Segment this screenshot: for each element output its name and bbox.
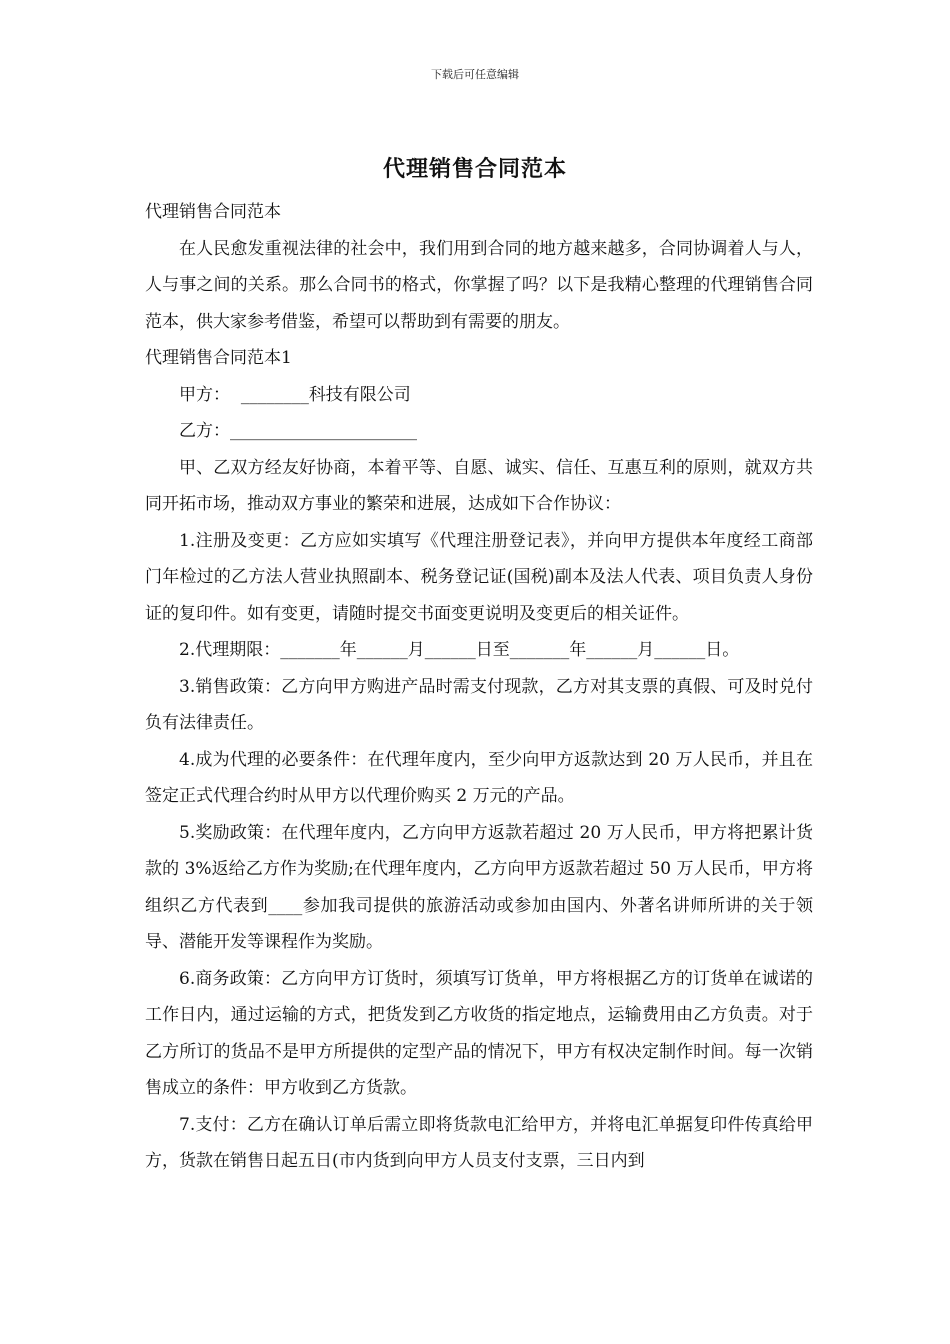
- party-b-label: 乙方：: [179, 421, 230, 441]
- clause-3: 3.销售政策：乙方向甲方购进产品时需支付现款，乙方对其支票的真假、可及时兑付负有法律责任。: [145, 676, 813, 733]
- party-a-name: 科技有限公司: [308, 384, 411, 405]
- clause-7: 7.支付：乙方在确认订单后需立即将货款电汇给甲方，并将电汇单据复印件传真给甲方，货款在销售日起五日(市内货到向甲方人员支付支票，三日内到: [145, 1114, 813, 1171]
- header-note: 下载后可任意编辑: [431, 68, 519, 81]
- party-a-line: [145, 377, 813, 414]
- preamble-paragraph: 甲、乙双方经友好协商，本着平等、自愿、诚实、信任、互惠互利的原则，就双方共同开拓市场，推动双方事业的繁荣和进展，达成如下合作协议：: [145, 457, 813, 514]
- party-b-blank: ______________________: [230, 421, 417, 441]
- party-a-label: 甲方：: [179, 384, 230, 405]
- section-heading: 代理销售合同范本1: [145, 348, 292, 368]
- clause-1: 1.注册及变更：乙方应如实填写《代理注册登记表》，并向甲方提供本年度经工商部门年检过的乙方法人营业执照副本、税务登记证(国税)副本及法人代表、项目负责人身份证的复印件。如有变更，请随时提交书面变更说明及变更后的相关证件。: [145, 530, 813, 624]
- document-body: [145, 194, 813, 1180]
- party-b-line: [145, 413, 813, 450]
- document-title: 代理销售合同范本: [382, 156, 567, 182]
- clause-6: 6.商务政策：乙方向甲方订货时，须填写订货单，甲方将根据乙方的订货单在诚诺的工作日内，通过运输的方式，把货发到乙方收货的指定地点，运输费用由乙方负责。对于乙方所订的货品不是甲方所提供的定型产品的情况下，甲方有权决定制作时间。每一次销售成立的条件：甲方收到乙方货款。: [145, 968, 813, 1098]
- intro-paragraph: 在人民愈发重视法律的社会中，我们用到合同的地方越来越多，合同协调着人与人，人与事之间的关系。那么合同书的格式，你掌握了吗？以下是我精心整理的代理销售合同范本，供大家参考借鉴，希望可以帮助到有需要的朋友。: [145, 238, 813, 332]
- party-a-blank: ________: [240, 384, 309, 405]
- clause-5: 5.奖励政策：在代理年度内，乙方向甲方返款若超过 20 万人民币，甲方将把累计货款的 3%返给乙方作为奖励;在代理年度内，乙方向甲方返款若超过 50 万人民币，甲方将组织乙方代表到____参加我司提供的旅游活动或参加由国内、外著名讲师所讲的关于领导、潜能开发等课程作为奖励。: [145, 822, 813, 952]
- document-subtitle: 代理销售合同范本: [145, 202, 281, 222]
- clause-4: 4.成为代理的必要条件：在代理年度内，至少向甲方返款达到 20 万人民币，并且在签定正式代理合约时从甲方以代理价购买 2 万元的产品。: [145, 749, 813, 806]
- clause-2: 2.代理期限：_______年______月______日至_______年______月______日。: [179, 640, 740, 660]
